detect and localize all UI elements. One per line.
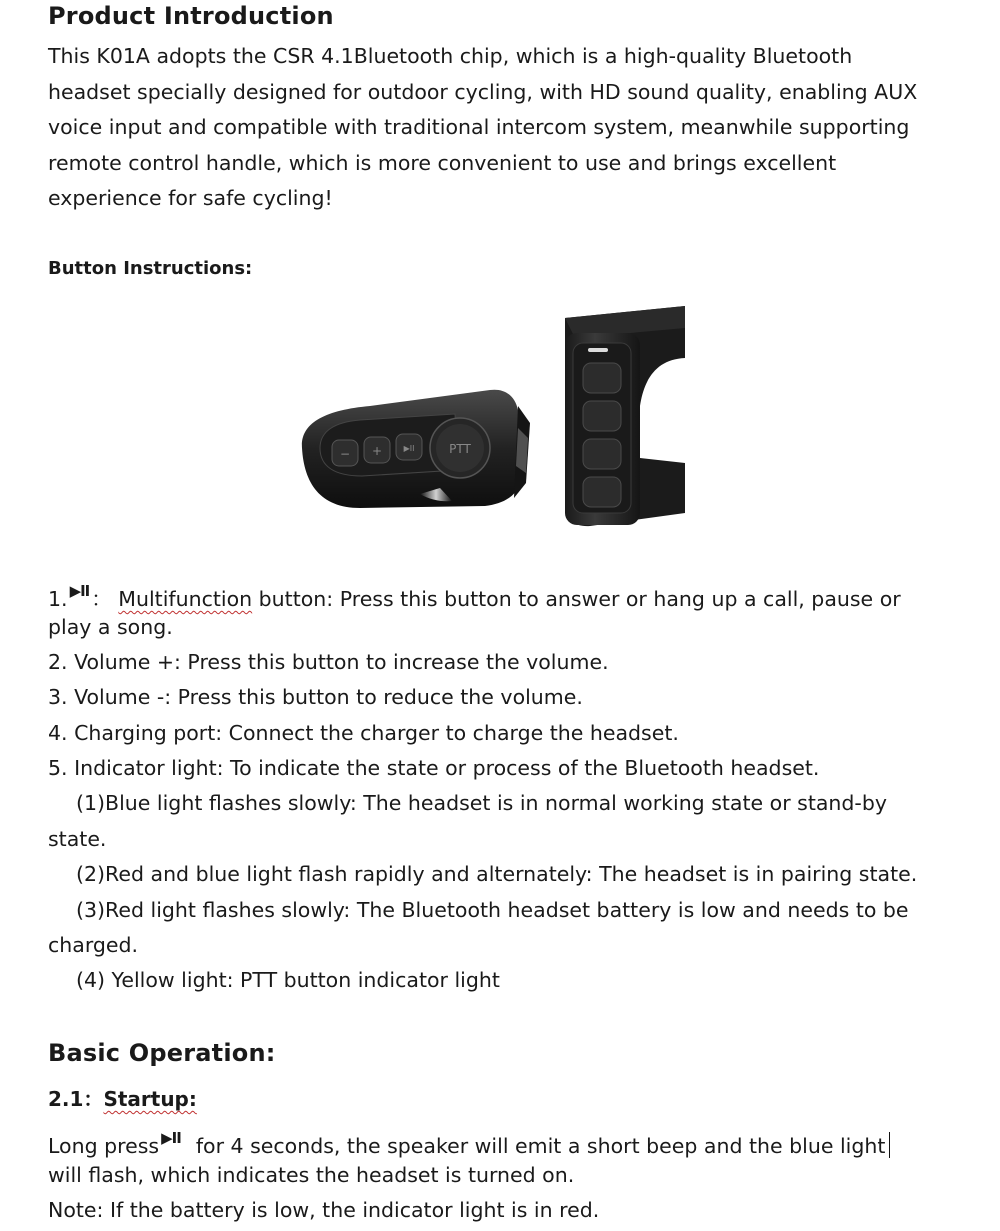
play-pause-label: ▶II bbox=[403, 444, 415, 453]
startup-line-1-after: for 4 seconds, the speaker will emit a short beep and the blue light bbox=[189, 1134, 886, 1158]
ptt-label: PTT bbox=[449, 442, 471, 456]
startup-heading bbox=[48, 1083, 197, 1112]
headset-play-pause-button bbox=[396, 434, 422, 460]
startup-line-1-before: Long press bbox=[48, 1134, 160, 1158]
headset-volume-down-button bbox=[332, 440, 358, 466]
headset-ptt-button bbox=[430, 418, 490, 478]
item-1-text: button: Press this button to answer or hang up a call, pause or bbox=[252, 587, 901, 611]
indicator-sub-3-continued: charged. bbox=[48, 933, 139, 957]
volume-up-label: + bbox=[371, 444, 383, 458]
item-1-colon: ： bbox=[91, 587, 112, 611]
indicator-sub-4: (4) Yellow light: PTT button indicator light bbox=[76, 968, 500, 992]
product-introduction-body bbox=[48, 39, 968, 217]
instruction-item-5: 5. Indicator light: To indicate the state or process of the Bluetooth headset. bbox=[48, 756, 820, 780]
indicator-sub-1: (1)Blue light flashes slowly: The headset is in normal working state or stand-by bbox=[76, 791, 887, 815]
startup-label: Startup: bbox=[103, 1087, 197, 1111]
play-pause-icon: ▶II bbox=[161, 1129, 181, 1147]
indicator-sub-3: (3)Red light flashes slowly: The Bluetooth headset battery is low and needs to be bbox=[76, 898, 909, 922]
button-instructions-heading: Button Instructions: bbox=[48, 258, 253, 279]
multifunction-term: Multifunction bbox=[118, 587, 253, 611]
intro-line: voice input and compatible with traditional intercom system, meanwhile supporting bbox=[48, 115, 910, 139]
headset-unit bbox=[302, 390, 530, 508]
text-cursor bbox=[889, 1132, 890, 1158]
indicator-sub-2: (2)Red and blue light flash rapidly and alternately: The headset is in pairing state. bbox=[76, 862, 918, 886]
basic-operation-heading: Basic Operation: bbox=[48, 1039, 276, 1067]
volume-down-label: − bbox=[339, 447, 351, 461]
headset-volume-up-button bbox=[364, 437, 390, 463]
headset-and-remote-image bbox=[290, 298, 690, 538]
product-introduction-heading: Product Introduction bbox=[48, 2, 334, 30]
play-pause-icon: ▶II bbox=[69, 582, 90, 600]
remote-control-unit bbox=[565, 306, 685, 526]
instruction-item-1-continued: play a song. bbox=[48, 615, 173, 639]
indicator-sub-1-continued: state. bbox=[48, 827, 107, 851]
intro-line: headset specially designed for outdoor cycling, with HD sound quality, enabling AUX bbox=[48, 79, 918, 104]
startup-number: 2.1： bbox=[48, 1087, 104, 1111]
intro-line: experience for safe cycling! bbox=[48, 186, 333, 210]
intro-line: remote control handle, which is more convenient to use and brings excellent bbox=[48, 150, 837, 175]
instruction-item-2: 2. Volume +: Press this button to increase the volume. bbox=[48, 650, 609, 674]
intro-line: This K01A adopts the CSR 4.1Bluetooth chip, which is a high-quality Bluetooth bbox=[48, 44, 853, 68]
startup-line-2: will flash, which indicates the headset is turned on. bbox=[48, 1163, 575, 1187]
instruction-item-1 bbox=[48, 574, 901, 618]
startup-note: Note: If the battery is low, the indicator light is in red. bbox=[48, 1198, 600, 1222]
item-1-number: 1. bbox=[48, 587, 68, 611]
instruction-item-3: 3. Volume -: Press this button to reduce the volume. bbox=[48, 685, 583, 709]
instruction-item-4: 4. Charging port: Connect the charger to charge the headset. bbox=[48, 721, 679, 745]
